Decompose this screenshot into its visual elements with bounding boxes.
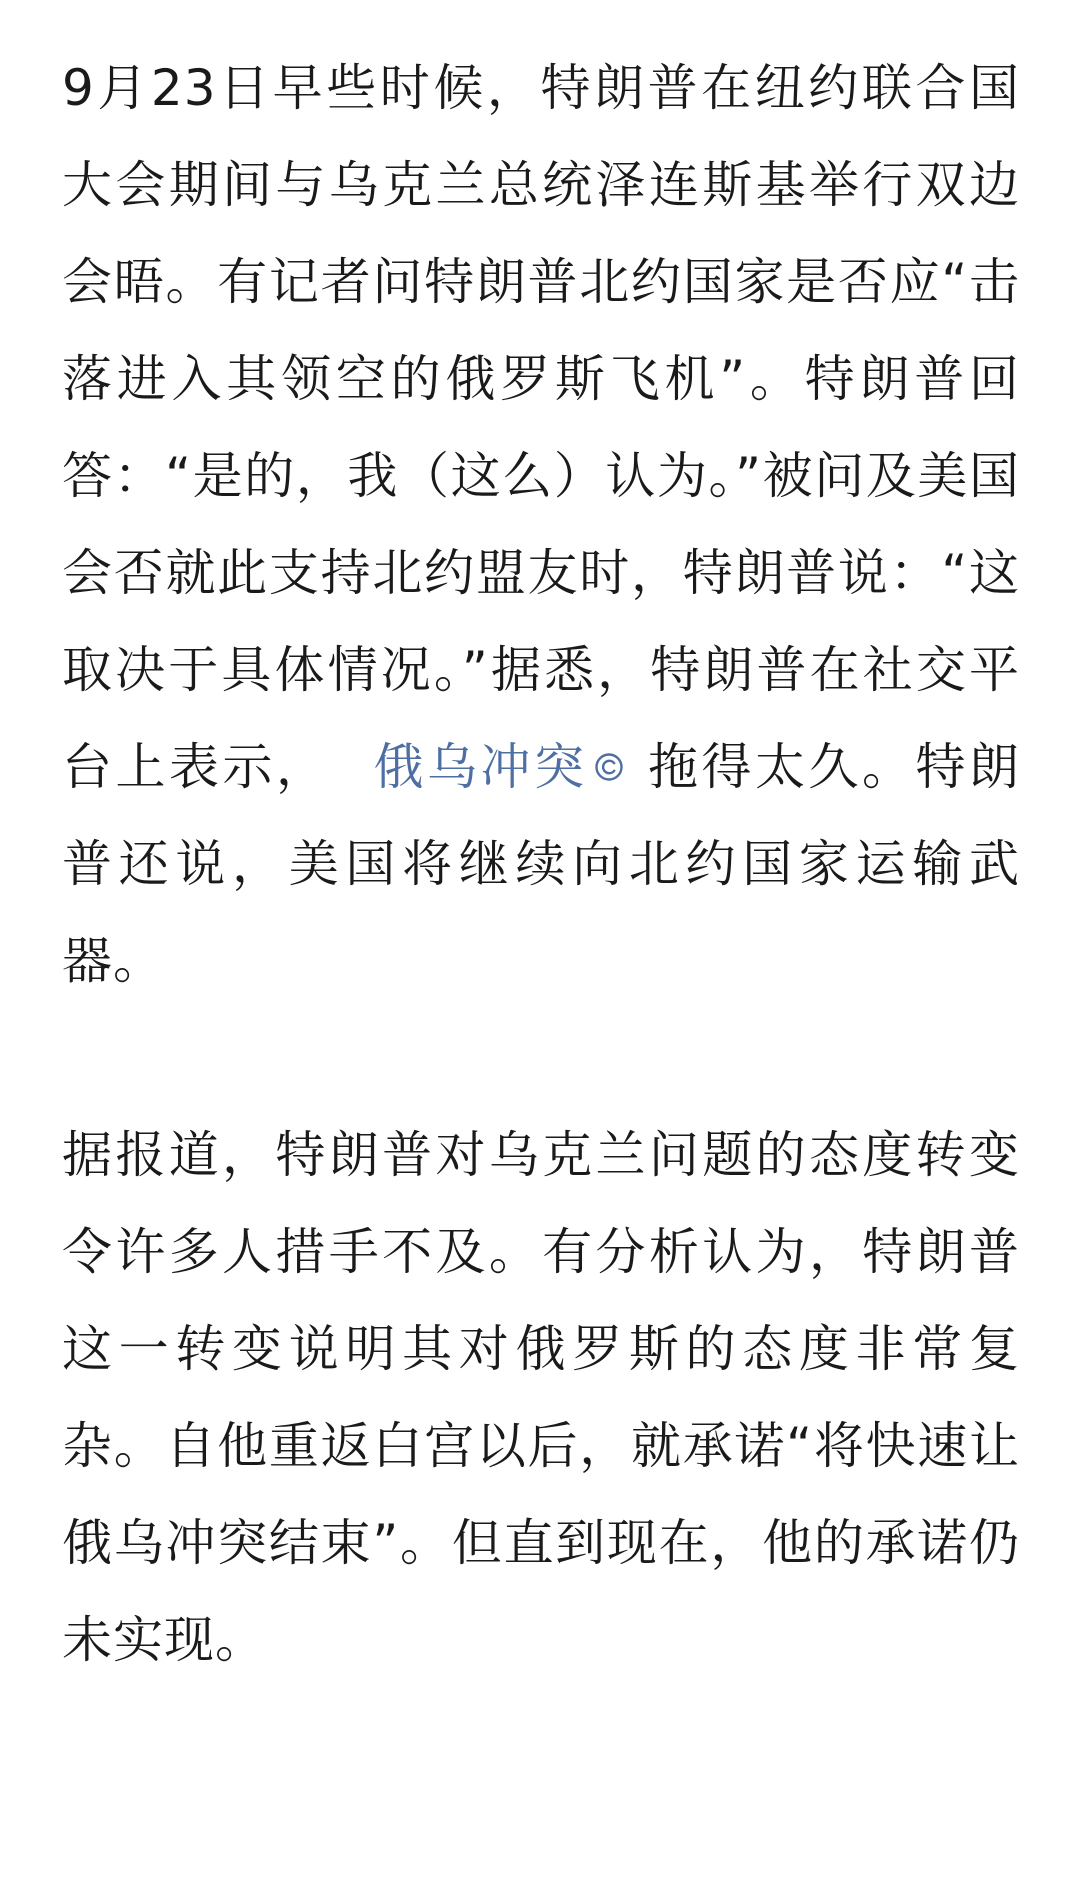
article-paragraph <box>62 40 1020 1010</box>
article-paragraph: 据报道，特朗普对乌克兰问题的态度转变令许多人措手不及。有分析认为，特朗普这一转变说明其对俄罗斯的态度非常复杂。自他重返白宫以后，就承诺“将快速让俄乌冲突结束”。但直到现在，他的承诺仍未实现。 <box>62 1126 1020 1669</box>
topic-link-label: 俄乌冲突 <box>373 738 588 796</box>
hashtag-icon <box>594 752 624 782</box>
paragraph-text-before-link: 9月23日早些时候，特朗普在纽约联合国大会期间与乌克兰总统泽连斯基举行双边会晤。有记者问特朗普北约国家是否应“击落进入其领空的俄罗斯飞机”。特朗普回答：“是的，我（这么）认为。”被问及美国会否就此支持北约盟友时，特朗普说：“这取决于具体情况。”据悉，特朗普在社交平台上表示， <box>62 59 1020 796</box>
paragraph-text-after-link: 拖得太久。特朗普还说，美国将继续向北约国家运输武器。 <box>62 738 1020 990</box>
article-body <box>62 40 1020 1689</box>
topic-link[interactable] <box>374 738 624 796</box>
